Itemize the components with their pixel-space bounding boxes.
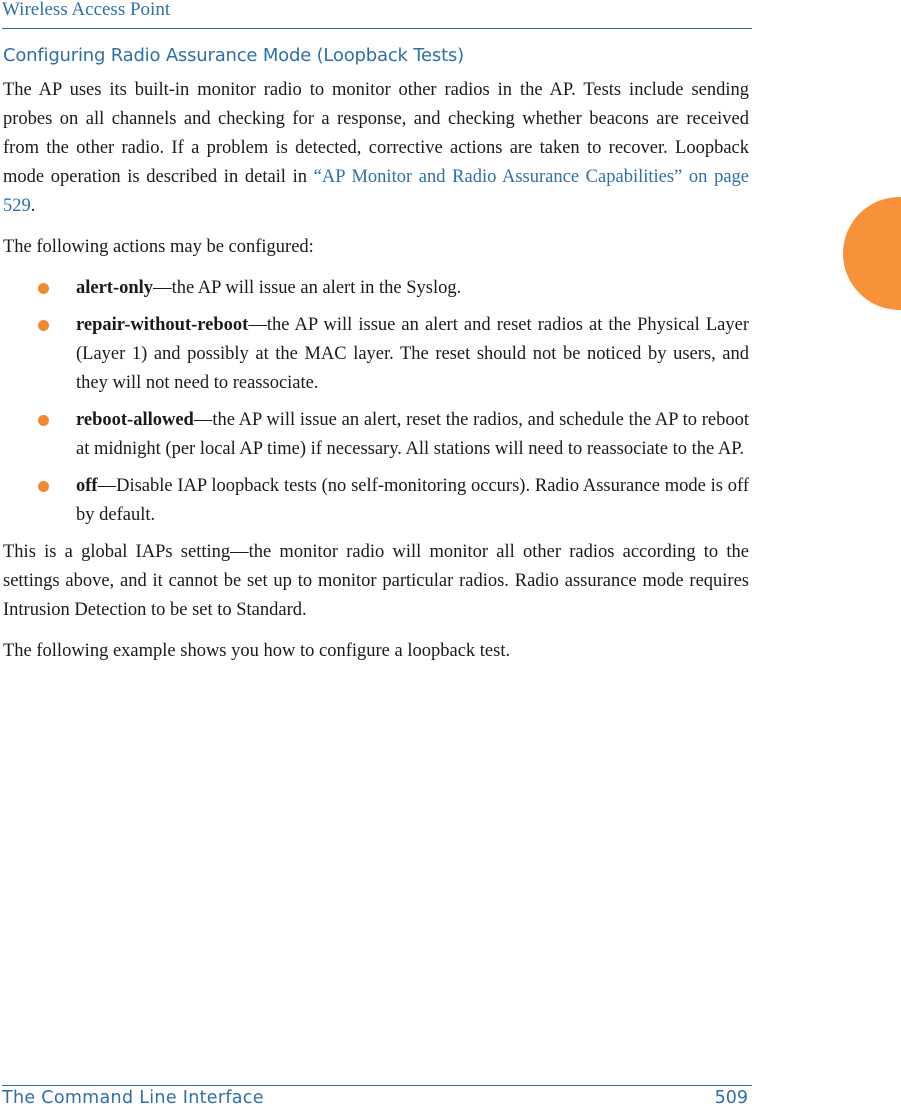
action-description: —the AP will issue an alert, reset the radios, and schedule the AP to reboot at midnight (per local AP time) if necessary. All stations will need to reassociate to the AP. <box>76 410 749 459</box>
action-term: off <box>76 476 98 496</box>
example-intro-paragraph: The following example shows you how to configure a loopback test. <box>3 641 511 661</box>
running-header-title: Wireless Access Point <box>2 0 171 20</box>
intro-paragraph <box>3 76 749 221</box>
list-item <box>3 406 749 464</box>
bullet-icon <box>38 283 49 294</box>
bullet-icon <box>38 481 49 492</box>
global-note-paragraph: This is a global IAPs setting—the monitor radio will monitor all other radios according to the settings above, and it cannot be set up to monitor particular radios. Radio assurance mode requires Intrusion Detection to be set to Standard. <box>3 542 749 620</box>
footer-chapter-title: The Command Line Interface <box>2 1088 264 1108</box>
action-term: reboot-allowed <box>76 410 194 430</box>
running-header <box>2 0 752 29</box>
cross-reference-link[interactable]: “AP Monitor and Radio Assurance Capabilities” on page 529 <box>3 167 749 216</box>
action-description: —Disable IAP loopback tests (no self-monitoring occurs). Radio Assurance mode is off by default. <box>76 476 749 525</box>
page-body <box>3 76 749 678</box>
intro-trailing: . <box>30 196 36 216</box>
list-item <box>3 472 749 530</box>
intro-text: The AP uses its built-in monitor radio to monitor other radios in the AP. Tests include sending probes on all channels and checking for a response, and checking whether beacons are received from the other radio. If a problem is detected, corrective actions are taken to recover. Loopback mode operation is described in detail in <box>3 80 749 187</box>
bullet-icon <box>38 320 49 331</box>
chapter-tab-marker <box>843 197 901 310</box>
action-description: —the AP will issue an alert in the Syslog. <box>153 278 462 298</box>
action-term: repair-without-reboot <box>76 315 249 335</box>
list-item <box>3 274 749 303</box>
section-title: Configuring Radio Assurance Mode (Loopback Tests) <box>3 45 464 66</box>
action-term: alert-only <box>76 278 154 298</box>
running-footer <box>2 1085 752 1111</box>
list-item <box>3 311 749 398</box>
action-description: —the AP will issue an alert and reset radios at the Physical Layer (Layer 1) and possibly at the MAC layer. The reset should not be noticed by users, and they will not need to reassociate. <box>76 315 749 393</box>
bullet-icon <box>38 415 49 426</box>
actions-intro: The following actions may be configured: <box>3 237 314 257</box>
actions-list <box>3 274 749 530</box>
footer-page-number: 509 <box>714 1088 748 1108</box>
